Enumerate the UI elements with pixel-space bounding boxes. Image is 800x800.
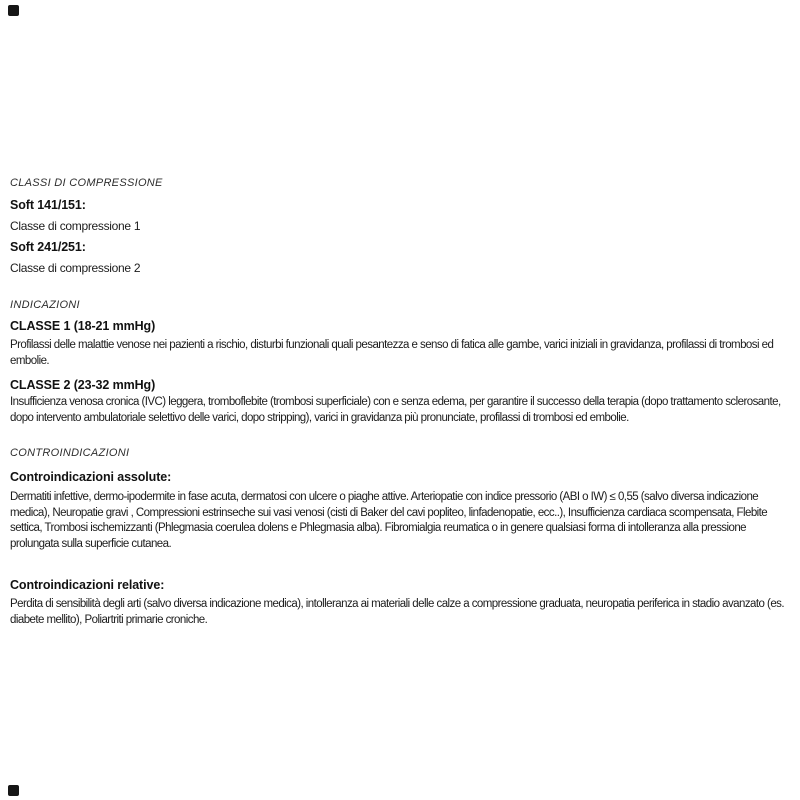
- paragraph-controindicazioni-relative: Perdita di sensibilità degli arti (salvo diversa indicazione medica), intolleranza ai materiali delle calze a compressione graduata, neuropatia periferica in stadio avanzato (es. diabete mellito), Poliartriti primarie croniche.: [10, 598, 785, 626]
- section-compression-classes: [10, 177, 790, 275]
- section-title-indicazioni: INDICAZIONI: [10, 299, 80, 311]
- product-value-classe-2: Classe di compressione 2: [10, 261, 141, 275]
- paragraph-classe-2: Insufficienza venosa cronica (IVC) leggera, tromboflebite (trombosi superficiale) con e senza edema, per garantire il successo della terapia (dopo trattamento sclerosante, dopo intervento ambulatoriale selettivo delle varici, dopo stripping), varici in gravidanza più pronunciate, profilassi di trombosi ed embolie.: [10, 396, 781, 424]
- section-title-classi-di-compressione: CLASSI DI COMPRESSIONE: [10, 177, 163, 189]
- section-contraindications: [10, 447, 790, 628]
- product-label-soft-241-251: Soft 241/251:: [10, 240, 86, 254]
- paragraph-controindicazioni-assolute: Dermatiti infettive, dermo-ipodermite in fase acuta, dermatosi con ulcere o piaghe attive. Arteriopatie con indice pressorio (ABI o IW) ≤ 0,55 (salvo diversa indicazione medica), Neuropatie gravi , Compressioni estrinseche sui vasi venosi (cisti di Baker del cavi popliteo, linfadenopatie, ecc..), Insufficienza cardiaca scompensata, Flebite settica, Trombosi ischemizzanti (Phlegmasia coerulea dolens e Phlegmasia alba). Fibromialgia reumatica o in genere qualsiasi forma di intolleranza alla pressione prolungata sulla superficie cutanea.: [10, 491, 768, 550]
- heading-classe-2: CLASSE 2 (23-32 mmHg): [10, 378, 156, 392]
- heading-controindicazioni-relative: Controindicazioni relative:: [10, 578, 165, 592]
- product-label-soft-141-151: Soft 141/151:: [10, 198, 86, 212]
- heading-controindicazioni-assolute: Controindicazioni assolute:: [10, 470, 172, 484]
- product-value-classe-1: Classe di compressione 1: [10, 219, 141, 233]
- paragraph-classe-1: Profilassi delle malattie venose nei pazienti a rischio, disturbi funzionali quali pesantezza e senso di fatica alle gambe, varici iniziali in gravidanza, profilassi di trombosi ed embolie.: [10, 339, 774, 367]
- black-square-marker-top: [8, 5, 19, 16]
- section-indications: [10, 299, 790, 426]
- black-square-marker-bottom: [8, 785, 19, 796]
- heading-classe-1: CLASSE 1 (18-21 mmHg): [10, 319, 156, 333]
- section-title-controindicazioni: CONTROINDICAZIONI: [10, 447, 130, 459]
